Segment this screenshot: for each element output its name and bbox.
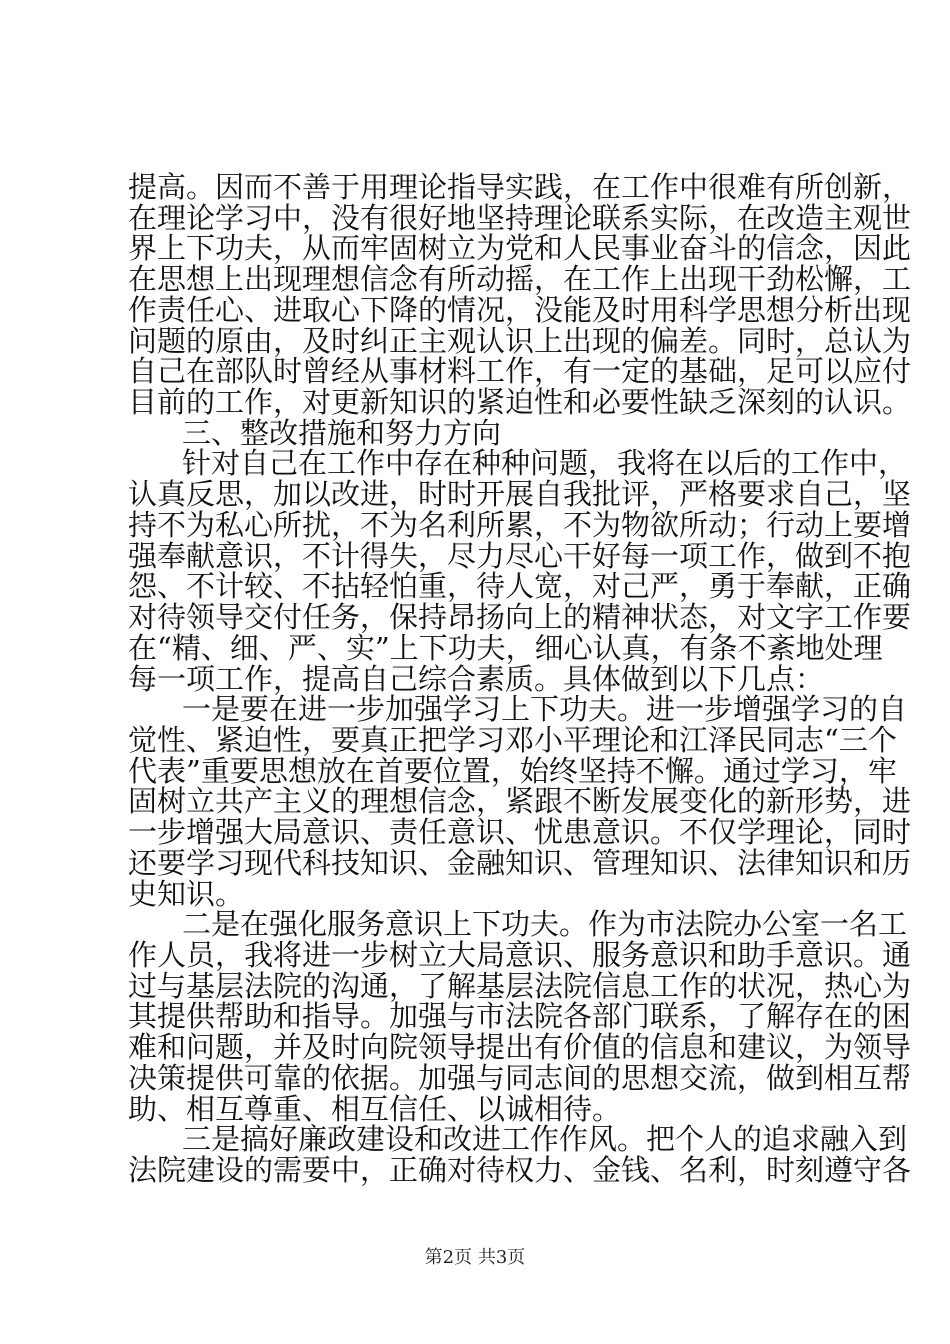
text-line: 认真反思，加以改进，时时开展自我批评，严格要求自己，坚 — [128, 477, 912, 511]
text-line: 每一项工作，提高自己综合素质。具体做到以下几点： — [128, 662, 825, 696]
text-line: 在思想上出现理想信念有所动摇，在工作上出现干劲松懈，工 — [128, 262, 912, 296]
text-line: 持不为私心所扰，不为名利所累，不为物欲所动；行动上要增 — [128, 508, 912, 542]
text-line: 在“精、细、严、实”上下功夫，细心认真，有条不紊地处理 — [128, 631, 883, 665]
page-footer: 第2页 共3页 — [424, 1247, 526, 1268]
text-line: 作人员，我将进一步树立大局意识、服务意识和助手意识。通 — [128, 938, 912, 972]
text-line: 助、相互尊重、相互信任、以诚相待。 — [128, 1092, 622, 1126]
text-line: 对待领导交付任务，保持昂扬向上的精神状态，对文字工作要 — [128, 600, 912, 634]
text-line: 作责任心、进取心下降的情况，没能及时用科学思想分析出现 — [128, 293, 912, 327]
text-line: 代表”重要思想放在首要位置，始终坚持不懈。通过学习，牢 — [128, 754, 897, 788]
text-line: 针对自己在工作中存在种种问题，我将在以后的工作中， — [182, 446, 908, 480]
text-line: 在理论学习中，没有很好地坚持理论联系实际，在改造主观世 — [128, 201, 912, 235]
text-line: 自己在部队时曾经从事材料工作，有一定的基础，足可以应付 — [128, 354, 912, 388]
text-line: 怨、不计较、不拈轻怕重，待人宽，对己严，勇于奉献，正确 — [128, 569, 912, 603]
text-line: 过与基层法院的沟通，了解基层法院信息工作的状况，热心为 — [128, 969, 912, 1003]
text-line: 三是搞好廉政建设和改进工作作风。把个人的追求融入到 — [182, 1122, 908, 1156]
text-line: 史知识。 — [128, 877, 245, 911]
text-line: 法院建设的需要中，正确对待权力、金钱、名利，时刻遵守各 — [128, 1153, 912, 1187]
text-line: 三、整改措施和努力方向 — [182, 416, 502, 450]
text-line: 二是在强化服务意识上下功夫。作为市法院办公室一名工 — [182, 907, 908, 941]
text-line: 觉性、紧迫性，要真正把学习邓小平理论和江泽民同志“三个 — [128, 723, 897, 757]
text-line: 界上下功夫，从而牢固树立为党和人民事业奋斗的信念，因此 — [128, 231, 912, 265]
text-line: 难和问题，并及时向院领导提出有价值的信息和建议，为领导 — [128, 1030, 912, 1064]
text-line: 目前的工作，对更新知识的紧迫性和必要性缺乏深刻的认识。 — [128, 385, 912, 419]
text-line: 决策提供可靠的依据。加强与同志间的思想交流，做到相互帮 — [128, 1061, 912, 1095]
text-line: 其提供帮助和指导。加强与市法院各部门联系，了解存在的困 — [128, 999, 912, 1033]
text-line: 固树立共产主义的理想信念，紧跟不断发展变化的新形势，进 — [128, 784, 912, 818]
text-line: 还要学习现代科技知识、金融知识、管理知识、法律知识和历 — [128, 846, 912, 880]
text-line: 一步增强大局意识、责任意识、忧患意识。不仅学理论，同时 — [128, 815, 912, 849]
text-line: 一是要在进一步加强学习上下功夫。进一步增强学习的自 — [182, 692, 908, 726]
text-line: 强奉献意识，不计得失，尽力尽心干好每一项工作，做到不抱 — [128, 539, 912, 573]
text-line: 提高。因而不善于用理论指导实践，在工作中很难有所创新， — [128, 170, 912, 204]
text-line: 问题的原由，及时纠正主观认识上出现的偏差。同时，总认为 — [128, 324, 912, 358]
